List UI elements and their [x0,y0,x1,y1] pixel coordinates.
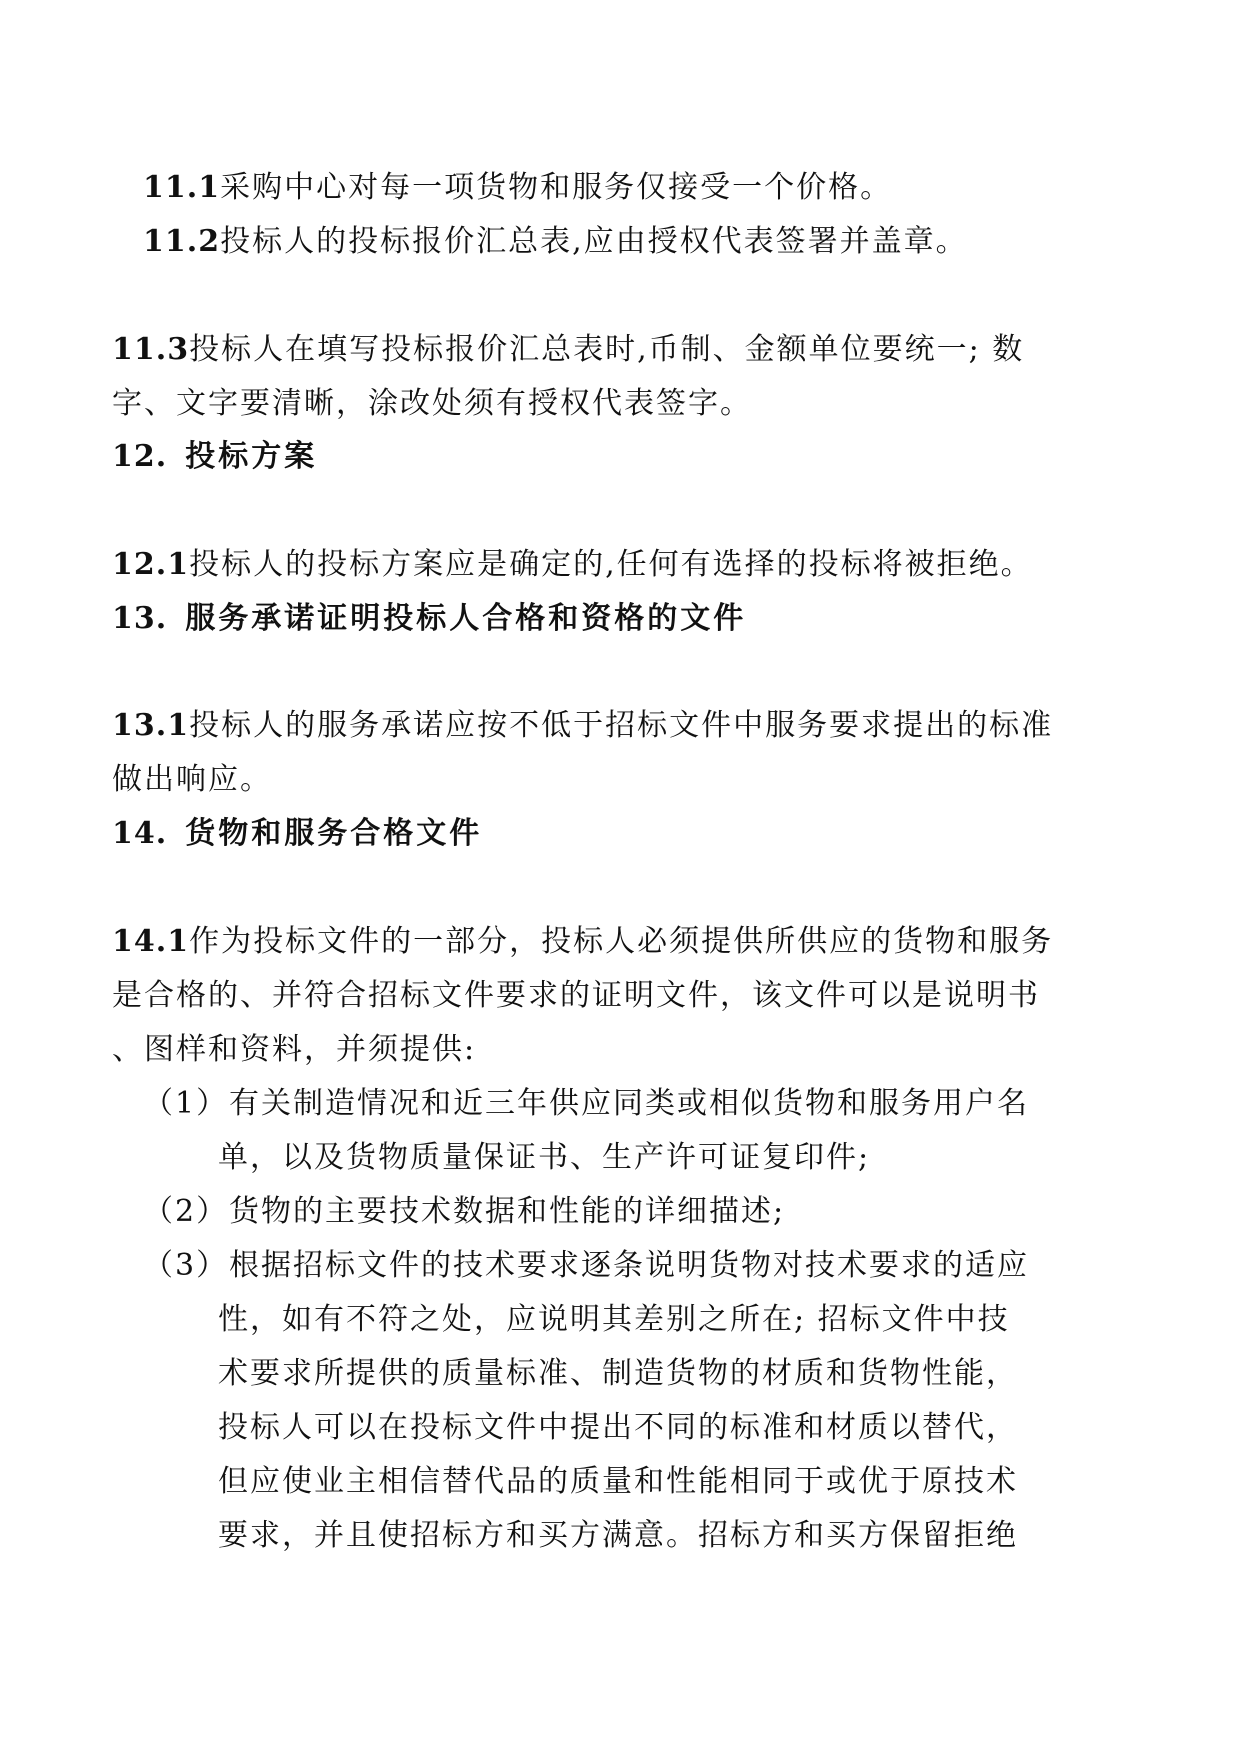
section-heading-14 [112,814,482,854]
section-title: 货物和服务合格文件 [185,816,483,851]
clause-text: 投标人的服务承诺应按不低于招标文件中服务要求提出的标准 [189,708,1054,743]
clause-11-3 [112,330,1024,370]
section-title: 投标方案 [185,439,318,474]
section-heading-12 [112,437,317,477]
clause-text: 投标人的投标方案应是确定的,任何有选择的投标将被拒绝。 [189,547,1033,582]
list-text: 性，如有不符之处，应说明其差别之所在; 招标文件中技 [218,1302,1010,1337]
clause-number: 12.1 [112,547,190,582]
list-item-3-continued-3 [218,1408,1018,1448]
clause-number: 14.1 [112,924,190,959]
list-text: 但应使业主相信替代品的质量和性能相同于或优于原技术 [218,1464,1018,1499]
clause-text: 做出响应。 [112,762,272,797]
list-item-3-continued-2 [218,1354,1018,1394]
list-item-1-continued [218,1138,870,1178]
section-number: 12. [112,439,168,474]
clause-text: 采购中心对每一项货物和服务仅接受一个价格。 [220,170,893,205]
clause-14-1-continued-2 [112,1030,476,1070]
clause-text: 作为投标文件的一部分，投标人必须提供所供应的货物和服务 [189,924,1054,959]
list-text: 有关制造情况和近三年供应同类或相似货物和服务用户名 [229,1086,1029,1121]
list-item-2 [143,1192,785,1232]
clause-11-2 [143,222,968,262]
clause-text: 是合格的、并符合招标文件要求的证明文件，该文件可以是说明书 [112,978,1040,1013]
list-text: 要求，并且使招标方和买方满意。招标方和买方保留拒绝 [218,1518,1018,1553]
clause-text: 投标人的投标报价汇总表,应由授权代表签署并盖章。 [220,224,968,259]
clause-text: 字、文字要清晰，涂改处须有授权代表签字。 [112,386,752,421]
clause-13-1-continued [112,760,272,800]
clause-number: 11.2 [143,224,221,259]
list-item-3 [143,1246,1029,1286]
list-text: 货物的主要技术数据和性能的详细描述; [229,1194,786,1229]
clause-number: 13.1 [112,708,190,743]
clause-number: 11.1 [143,170,221,205]
clause-14-1-continued-1 [112,976,1040,1016]
list-item-3-continued-4 [218,1462,1018,1502]
list-text: 单，以及货物质量保证书、生产许可证复印件; [218,1140,871,1175]
list-item-3-continued-5 [218,1516,1018,1556]
clause-13-1 [112,706,1053,746]
clause-12-1 [112,545,1033,585]
section-number: 13. [112,601,168,636]
section-title: 服务承诺证明投标人合格和资格的文件 [185,601,747,636]
section-number: 14. [112,816,168,851]
clause-11-3-continued [112,384,752,424]
list-text: 术要求所提供的质量标准、制造货物的材质和货物性能， [218,1356,1018,1391]
list-item-1 [143,1084,1029,1124]
list-text: 根据招标文件的技术要求逐条说明货物对技术要求的适应 [229,1248,1029,1283]
section-heading-13 [112,599,746,639]
clause-text: 、图样和资料，并须提供: [112,1032,477,1067]
clause-14-1 [112,922,1053,962]
list-number: （2） [143,1194,229,1229]
clause-text: 投标人在填写投标报价汇总表时,币制、金额单位要统一; 数 [189,332,1025,367]
clause-number: 11.3 [112,332,190,367]
clause-11-1 [143,168,892,208]
list-text: 投标人可以在投标文件中提出不同的标准和材质以替代， [218,1410,1018,1445]
list-number: （3） [143,1248,229,1283]
list-item-3-continued-1 [218,1300,1010,1340]
list-number: （1） [143,1086,229,1121]
